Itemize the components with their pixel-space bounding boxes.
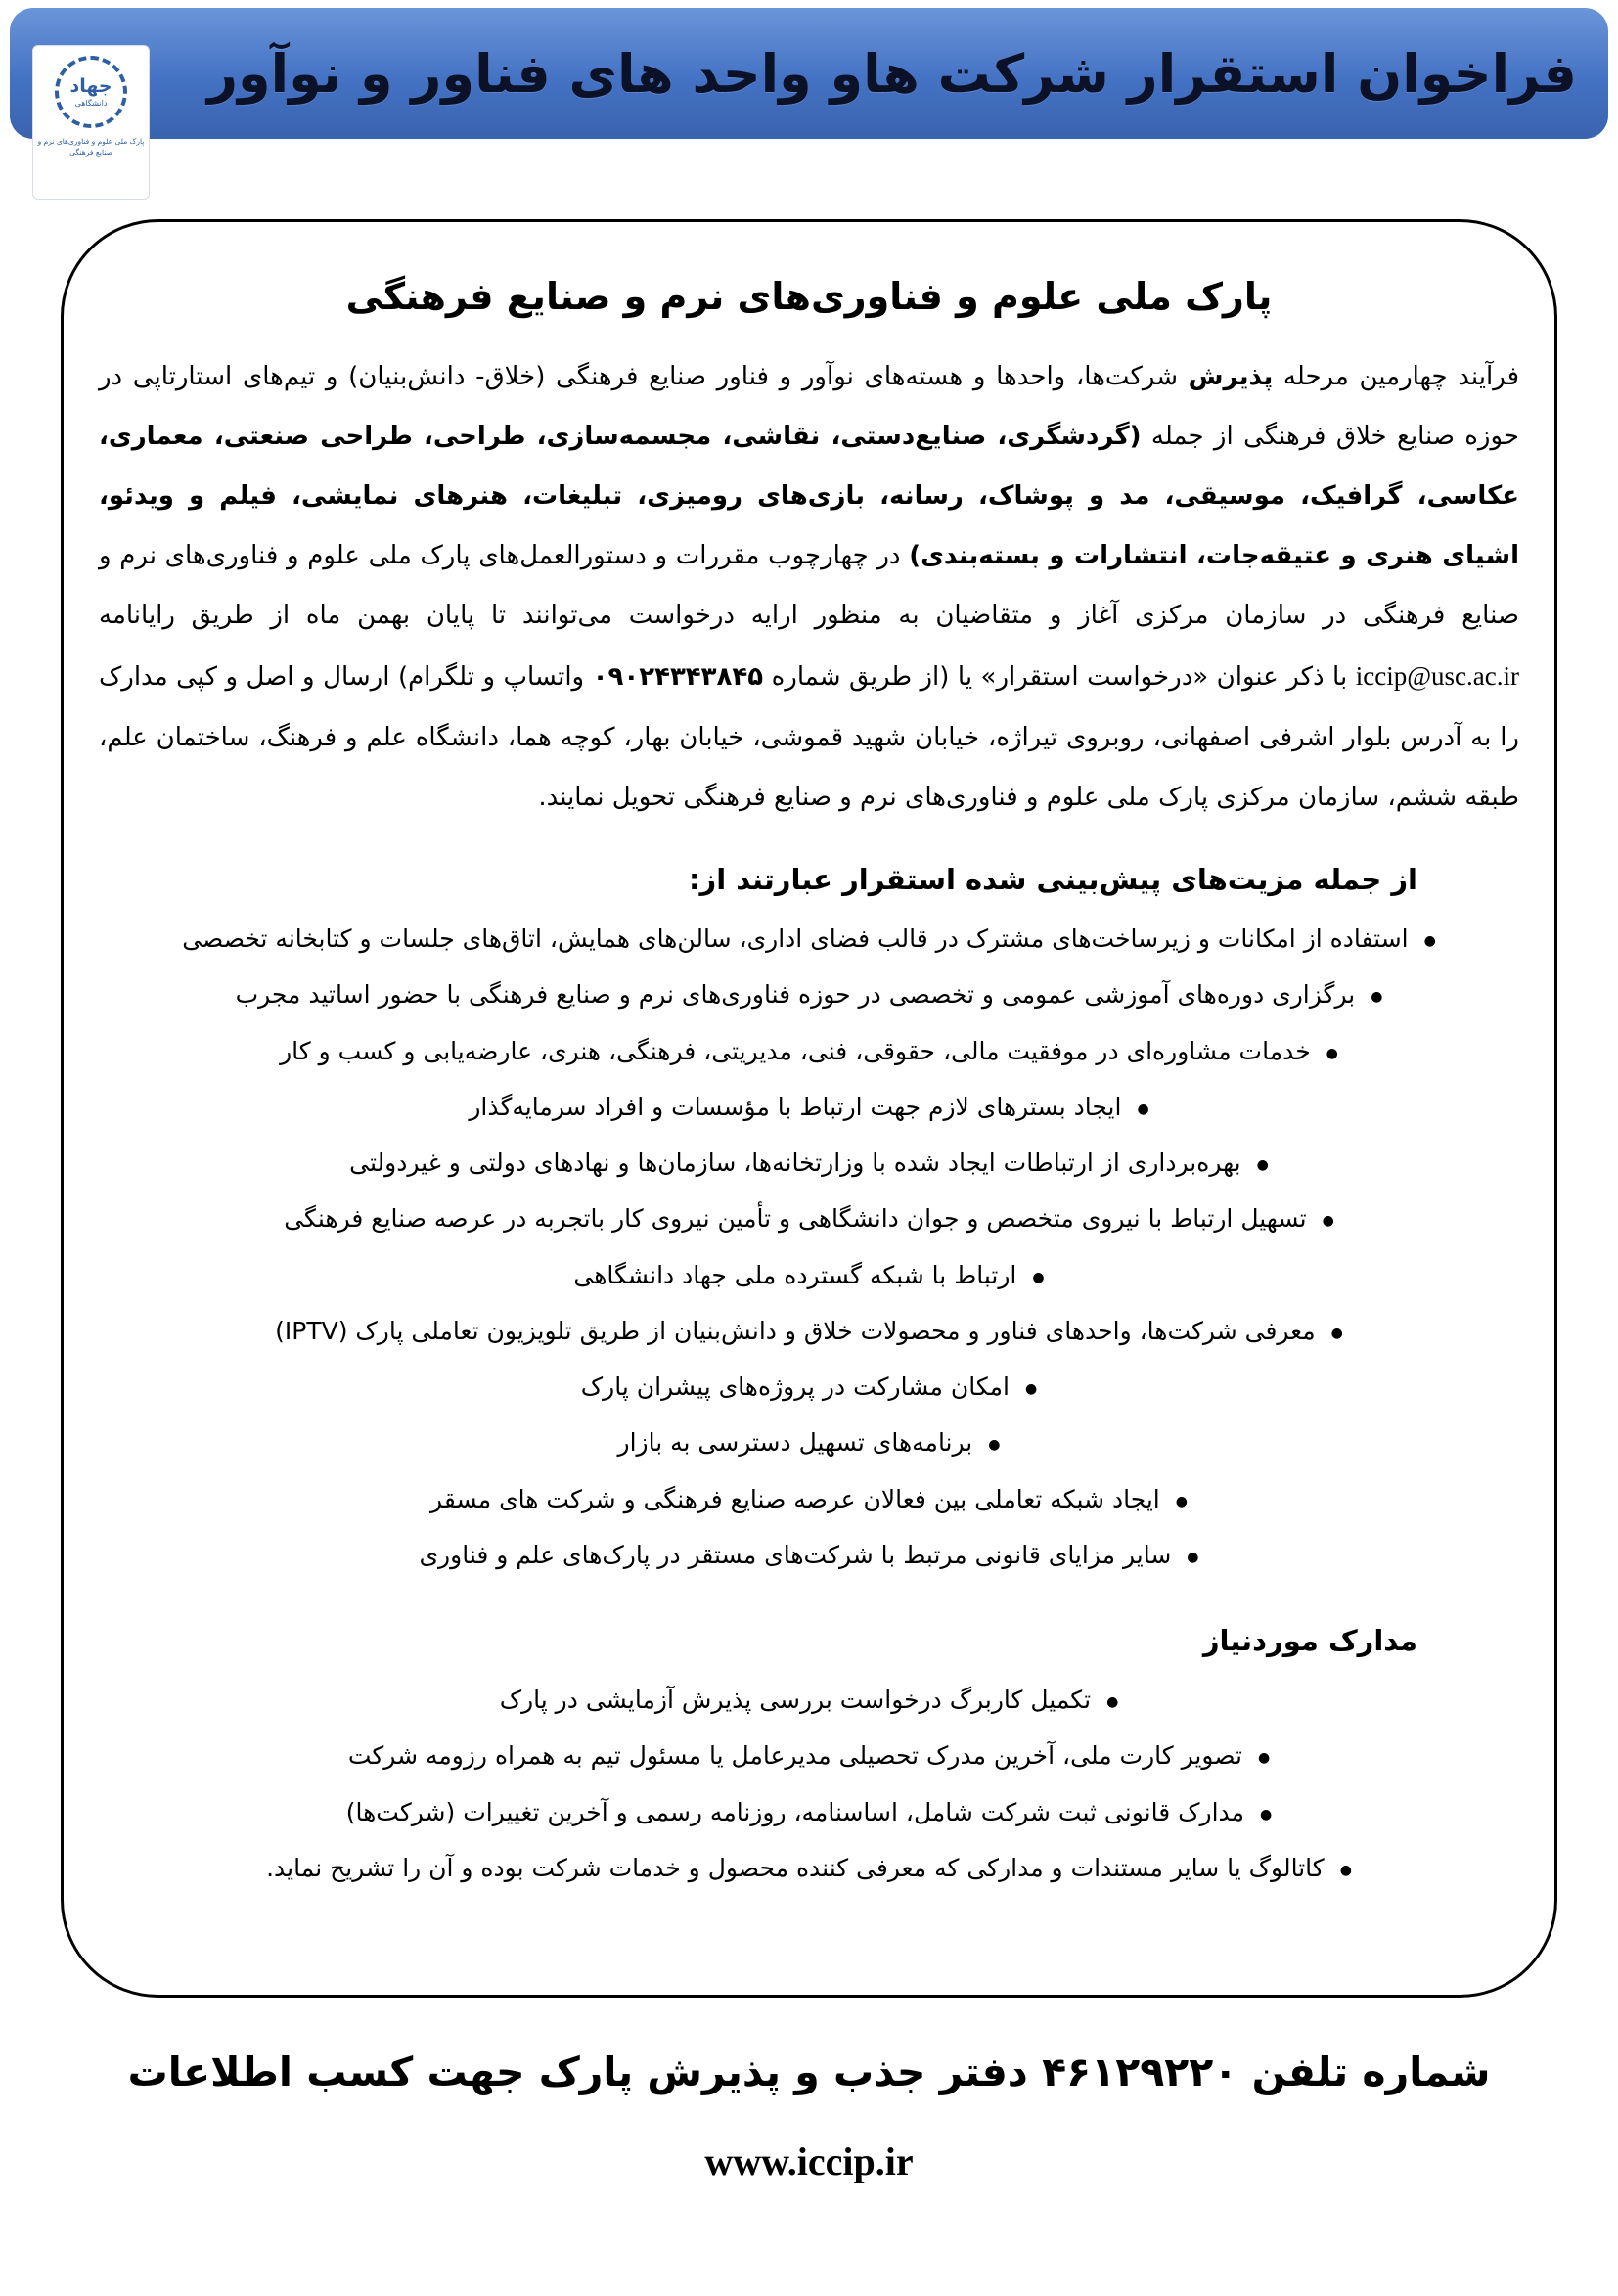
bullet-icon: ●: [1322, 1213, 1334, 1230]
bullet-icon: ●: [1256, 1157, 1269, 1174]
bullet-icon: ●: [1257, 1750, 1271, 1767]
logo-caption-line2: صنایع فرهنگی: [69, 148, 112, 158]
document-item-text: کاتالوگ یا سایر مستندات و مدارکی که معرفی کننده محصول و خدمات شرکت بوده و آن را تشریح نماید.: [266, 1853, 1325, 1882]
document-item-text: تکمیل کاربرگ درخواست بررسی پذیرش آزمایشی در پارک: [499, 1686, 1092, 1715]
documents-list: [93, 1683, 1525, 1886]
document-item: [93, 1683, 1525, 1718]
benefit-item-text: بهره‌برداری از ارتباطات ایجاد شده با وزارتخانه‌ها، سازمان‌ها و نهادهای دولتی و غیردولتی: [349, 1148, 1241, 1178]
paragraph-segment-bold: پذیرش: [1188, 362, 1274, 391]
website-link[interactable]: www.iccip.ir: [704, 2139, 914, 2183]
benefit-item-text: سایر مزایای قانونی مرتبط با شرکت‌های مستقر در پارک‌های علم و فناوری: [419, 1540, 1172, 1569]
benefit-item-text: امکان مشارکت در پروژه‌های پیشران پارک: [580, 1373, 1010, 1402]
benefit-item: [93, 1201, 1525, 1237]
paragraph-segment: فرآیند چهارمین مرحله: [1273, 362, 1519, 391]
header-banner: [10, 8, 1608, 139]
benefit-item-text: برنامه‌های تسهیل دسترسی به بازار: [617, 1428, 973, 1458]
benefit-item: [93, 1482, 1525, 1517]
bullet-icon: ●: [1371, 989, 1383, 1006]
benefits-heading: از جمله مزیت‌های پیش‌بینی شده استقرار عبارتند از:: [688, 863, 1417, 897]
document-item: [93, 1795, 1525, 1830]
benefit-item: [93, 1146, 1525, 1181]
bullet-icon: ●: [1260, 1806, 1273, 1823]
bullet-icon: ●: [1024, 1381, 1038, 1398]
footer-phone-line: [0, 2048, 1618, 2095]
bullet-icon: ●: [1032, 1269, 1045, 1285]
benefit-item: [93, 1425, 1525, 1461]
logo-org-subname: دانشگاهی: [74, 98, 108, 108]
document-item: [93, 1738, 1525, 1774]
bullet-icon: ●: [1330, 1325, 1343, 1341]
email-link[interactable]: iccip@usc.ac.ir: [1355, 661, 1520, 692]
benefit-item-text: ایجاد بسترهای لازم جهت ارتباط با مؤسسات و افراد سرمایه‌گذار: [469, 1092, 1122, 1121]
bullet-icon: ●: [988, 1437, 1001, 1454]
benefit-item-text: استفاده از امکانات و زیرساخت‌های مشترک در قالب فضای اداری، سالن‌های همایش، اتاق‌های جلسات و کتابخانه تخصصی: [182, 924, 1409, 954]
benefit-item: [93, 977, 1525, 1013]
bullet-icon: ●: [1175, 1493, 1188, 1509]
benefit-item-text: ارتباط با شبکه گسترده ملی جهاد دانشگاهی: [573, 1260, 1017, 1289]
documents-heading: مدارک موردنیاز: [1202, 1624, 1417, 1658]
benefit-item: [93, 1538, 1525, 1573]
org-logo: [32, 45, 150, 200]
phone-number: ۴۶۱۲۹۲۲۰: [1042, 2048, 1238, 2095]
document-item-text: تصویر کارت ملی، آخرین مدرک تحصیلی مدیرعامل یا مسئول تیم به همراه رزومه شرکت: [347, 1741, 1242, 1771]
benefit-item-text: معرفی شرکت‌ها، واحدهای فناور و محصولات خلاق و دانش‌بنیان از طریق تلویزیون تعاملی پارک (IPTV): [275, 1316, 1316, 1345]
intro-paragraph: [93, 347, 1525, 828]
benefit-item: [93, 1034, 1525, 1069]
paragraph-segment: با ذکر عنوان «درخواست استقرار» یا (از طریق شماره: [763, 662, 1356, 693]
bullet-icon: ●: [1137, 1101, 1149, 1117]
benefit-item: [93, 1090, 1525, 1125]
bullet-icon: ●: [1187, 1549, 1199, 1565]
benefit-item-text: برگزاری دوره‌های آموزشی عمومی و تخصصی در حوزه فناوری‌های نرم و صنایع فرهنگی با حضور اساتید مجرب: [235, 980, 1356, 1010]
paragraph-segment-bold: (گردشگری، صنایع‌دستی، نقاشی، مجسمه‌سازی، طراحی، طراحی صنعتی، معماری، عکاسی، گرافیک، موسیقی، مد و پوشاک، رسانه، بازی‌های رومیزی، تبلیغات، هنرهای نمایشی، فیلم و ویدئو، اشیای هنری و عتیقه‌جات، انتشارات و بسته‌بندی): [99, 422, 1519, 571]
document-item: [93, 1851, 1525, 1886]
bullet-icon: ●: [1423, 933, 1436, 950]
footer: [0, 2048, 1618, 2184]
announcement-box: [61, 219, 1557, 1998]
logo-org-name: جهاد: [69, 74, 112, 97]
flyer-page: [0, 8, 1618, 2296]
benefit-item: [93, 1258, 1525, 1293]
benefits-list: [93, 922, 1525, 1573]
benefit-item: [93, 922, 1525, 957]
benefit-item-text: ایجاد شبکه تعاملی بین فعالان عرصه صنایع فرهنگی و شرکت های مسقر: [430, 1484, 1160, 1513]
logo-caption: [35, 136, 148, 158]
header-title: فراخوان استقرار شرکت هاو واحد های فناور و نوآور: [206, 42, 1578, 105]
phone-number-inline: ۰۹۰۲۴۳۴۳۸۴۵: [592, 662, 764, 693]
benefit-item: [93, 1370, 1525, 1405]
bullet-icon: ●: [1106, 1694, 1119, 1711]
jahad-emblem-icon: [55, 56, 127, 128]
paragraph-segment: شرکت‌ها، واحدها و هسته‌های نوآور و فناور صنایع فرهنگی (خلاق- دانش‌بنیان) و تیم‌های استارتاپی در حوزه صنایع خلاق فرهنگی از جمله: [99, 362, 1519, 452]
bullet-icon: ●: [1339, 1862, 1352, 1878]
paragraph-segment: واتساپ و تلگرام) ارسال و اصل و کپی مدارک را به آدرس بلوار اشرفی اصفهانی، روبروی تیراژه، خیابان شهید قموشی، خیابان بهار، کوچه هما، دانشگاه علم و فرهنگ، ساختمان علم، طبقه ششم، سازمان مرکزی پارک ملی علوم و فناوری‌های نرم و صنایع فرهنگی تحویل نمایند.: [99, 662, 1519, 812]
logo-caption-line1: پارک ملی علوم و فناوری‌های نرم و: [37, 137, 145, 146]
paragraph-segment: در چهارچوب مقررات و دستورالعمل‌های پارک ملی علوم و فناوری‌های نرم و صنایع فرهنگی در سازمان مرکزی آغاز و متقاضیان به منظور ارایه درخواست می‌توانند تا پایان بهمن ماه از طریق رایانامه: [99, 541, 1519, 631]
document-item-text: مدارک قانونی ثبت شرکت شامل، اساسنامه، روزنامه رسمی و آخرین تغییرات (شرکت‌ها): [345, 1797, 1245, 1826]
bullet-icon: ●: [1326, 1045, 1338, 1061]
benefit-item: [93, 1314, 1525, 1349]
phone-caption: دفتر جذب و پذیرش پارک جهت کسب اطلاعات: [127, 2048, 1028, 2095]
phone-label: شماره تلفن: [1251, 2048, 1491, 2095]
benefit-item-text: تسهیل ارتباط با نیروی متخصص و جوان دانشگاهی و تأمین نیروی کار باتجربه در عرصه صنایع فرهنگی: [284, 1204, 1307, 1234]
benefit-item-text: خدمات مشاوره‌ای در موفقیت مالی، حقوقی، فنی، مدیریتی، فرهنگی، هنری، عارضه‌یابی و کسب و کار: [280, 1036, 1311, 1065]
park-title: پارک ملی علوم و فناوری‌های نرم و صنایع فرهنگی: [345, 275, 1273, 318]
